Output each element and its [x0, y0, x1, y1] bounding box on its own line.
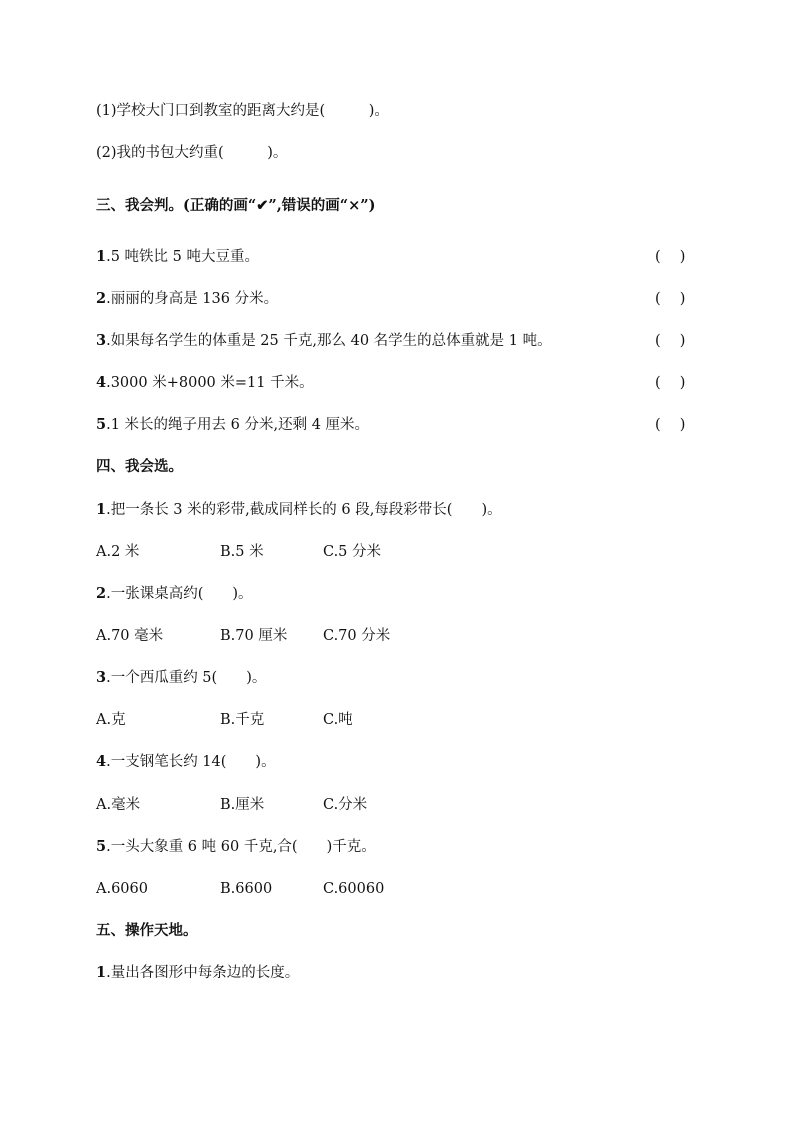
item-number: 5 [96, 416, 107, 433]
option-b[interactable]: B.千克 [220, 712, 265, 728]
item-text: .3000 米+8000 米=11 千米。 [106, 375, 314, 391]
question-text: .量出各图形中每条边的长度。 [106, 965, 300, 981]
item-number: 4 [96, 374, 107, 391]
question-text: .一支钢笔长约 14( )。 [106, 754, 276, 770]
option-c[interactable]: C.5 分米 [323, 544, 382, 560]
item-text: .丽丽的身高是 136 分米。 [106, 291, 279, 307]
option-a[interactable]: A.6060 [96, 881, 148, 897]
item-number: 2 [96, 290, 107, 307]
answer-parenthesis[interactable]: ( ) [655, 333, 686, 349]
item-number: 3 [96, 332, 107, 349]
question-number: 4 [96, 753, 107, 770]
question-2-2: (2)我的书包大约重( )。 [96, 145, 288, 161]
answer-parenthesis[interactable]: ( ) [655, 417, 686, 433]
option-a[interactable]: A.毫米 [96, 797, 141, 813]
question-text: .一张课桌高约( )。 [106, 586, 253, 602]
option-c[interactable]: C.吨 [323, 712, 353, 728]
section-4-title: 四、我会选。 [96, 458, 183, 475]
question-number: 1 [96, 964, 107, 981]
option-a[interactable]: A.70 毫米 [96, 628, 164, 644]
option-b[interactable]: B.70 厘米 [220, 628, 288, 644]
option-b[interactable]: B.厘米 [220, 797, 265, 813]
option-c[interactable]: C.70 分米 [323, 628, 391, 644]
question-number: 2 [96, 585, 107, 602]
question-text: .一头大象重 6 吨 60 千克,合( )千克。 [106, 839, 376, 855]
question-2-1: (1)学校大门口到教室的距离大约是( )。 [96, 103, 389, 119]
answer-parenthesis[interactable]: ( ) [655, 375, 686, 391]
option-b[interactable]: B.5 米 [220, 544, 264, 560]
answer-parenthesis[interactable]: ( ) [655, 291, 686, 307]
item-number: 1 [96, 248, 107, 265]
question-number: 3 [96, 669, 107, 686]
item-text: .5 吨铁比 5 吨大豆重。 [106, 249, 259, 265]
option-a[interactable]: A.克 [96, 712, 126, 728]
section-5-title: 五、操作天地。 [96, 922, 198, 939]
item-text: .如果每名学生的体重是 25 千克,那么 40 名学生的总体重就是 1 吨。 [106, 333, 552, 349]
option-a[interactable]: A.2 米 [96, 544, 140, 560]
option-b[interactable]: B.6600 [220, 881, 273, 897]
option-c[interactable]: C.60060 [323, 881, 385, 897]
question-number: 1 [96, 501, 107, 518]
answer-parenthesis[interactable]: ( ) [655, 249, 686, 265]
question-text: .一个西瓜重约 5( )。 [106, 670, 267, 686]
question-number: 5 [96, 838, 107, 855]
option-c[interactable]: C.分米 [323, 797, 368, 813]
section-3-title: 三、我会判。(正确的画“✔”,错误的画“×”) [96, 197, 376, 214]
question-text: .把一条长 3 米的彩带,截成同样长的 6 段,每段彩带长( )。 [106, 502, 502, 518]
item-text: .1 米长的绳子用去 6 分米,还剩 4 厘米。 [106, 417, 370, 433]
operation-question-1 [96, 963, 299, 983]
